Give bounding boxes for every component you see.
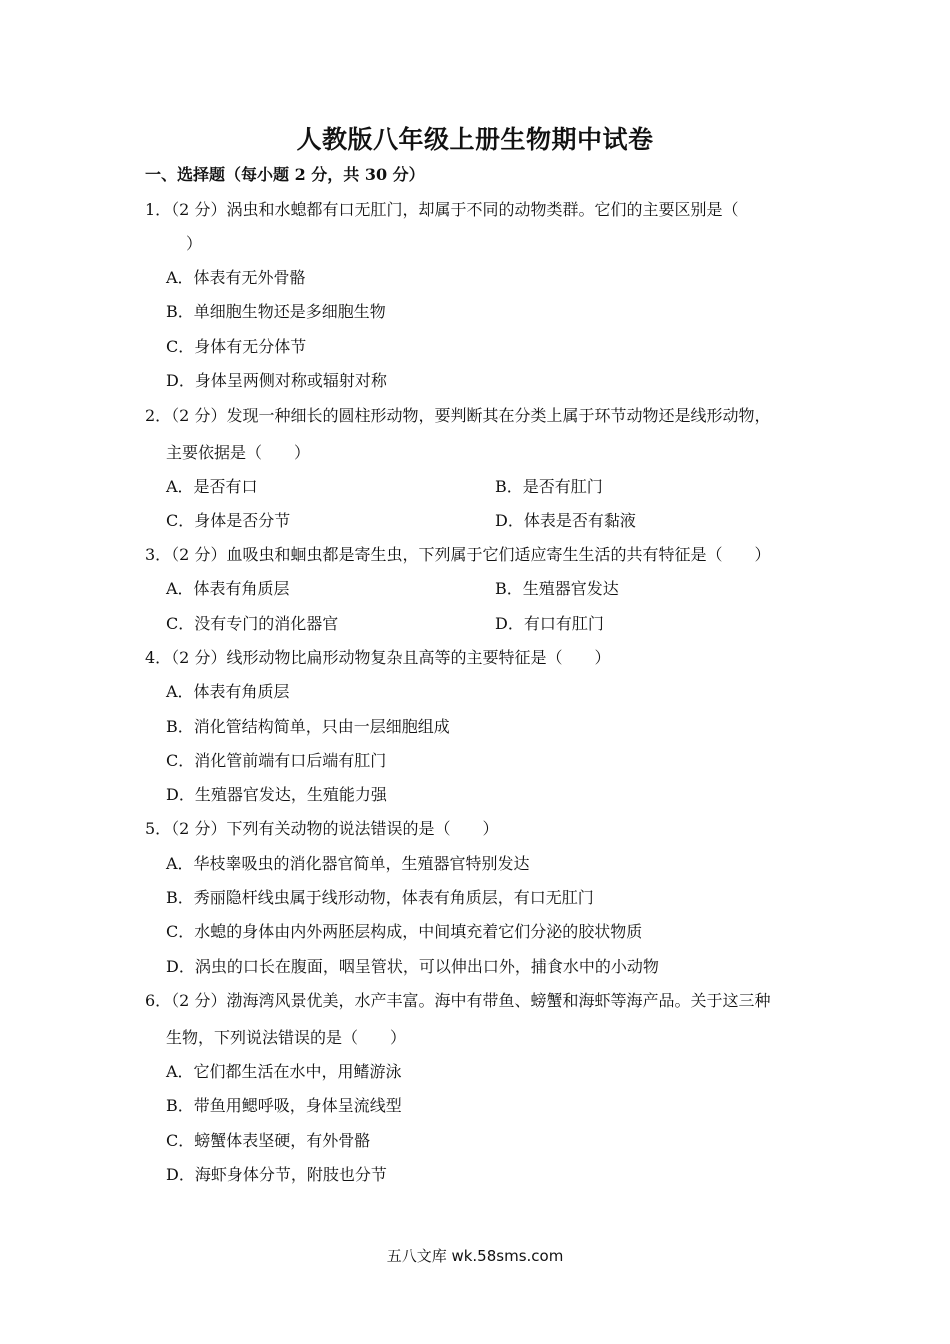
question-4-stem: 4．（2 分）线形动物比扁形动物复杂且高等的主要特征是（ ） xyxy=(145,648,611,667)
question-1-option-c: C．身体有无分体节 xyxy=(166,337,307,356)
question-1-option-a: A．体表有无外骨骼 xyxy=(166,268,306,287)
question-2-option-d: D．体表是否有黏液 xyxy=(495,511,636,530)
question-4-option-c: C．消化管前端有口后端有肛门 xyxy=(166,751,387,770)
question-6-option-a: A．它们都生活在水中，用鳍游泳 xyxy=(166,1062,402,1081)
question-4-option-d: D．生殖器官发达，生殖能力强 xyxy=(166,785,387,804)
question-6-option-d: D．海虾身体分节，附肢也分节 xyxy=(166,1165,387,1184)
question-5-option-a: A．华枝睾吸虫的消化器官简单，生殖器官特别发达 xyxy=(166,854,530,873)
question-1-stem: 1．（2 分）涡虫和水螅都有口无肛门，却属于不同的动物类群。它们的主要区别是（ xyxy=(145,200,739,219)
question-1-stem-cont: ） xyxy=(186,234,203,253)
question-1-option-b: B．单细胞生物还是多细胞生物 xyxy=(166,302,386,321)
question-6-option-b: B．带鱼用鳃呼吸，身体呈流线型 xyxy=(166,1096,402,1115)
question-3-stem: 3．（2 分）血吸虫和蛔虫都是寄生虫，下列属于它们适应寄生生活的共有特征是（ ） xyxy=(145,545,771,564)
section-heading: 一、选择题（每小题 2 分，共 30 分） xyxy=(145,165,425,184)
footer-watermark: 五八文库 wk.58sms.com xyxy=(386,1247,564,1265)
question-2-stem-cont: 主要依据是（ ） xyxy=(166,443,311,462)
question-5-option-d: D．涡虫的口长在腹面，咽呈管状，可以伸出口外，捕食水中的小动物 xyxy=(166,957,659,976)
question-3-option-c: C．没有专门的消化器官 xyxy=(166,614,339,633)
question-3-option-b: B．生殖器官发达 xyxy=(495,579,619,598)
question-6-stem: 6．（2 分）渤海湾风景优美，水产丰富。海中有带鱼、螃蟹和海虾等海产品。关于这三种 xyxy=(145,991,771,1010)
question-5-stem: 5．（2 分）下列有关动物的说法错误的是（ ） xyxy=(145,819,499,838)
question-2-option-c: C．身体是否分节 xyxy=(166,511,291,530)
question-1-option-d: D．身体呈两侧对称或辐射对称 xyxy=(166,371,387,390)
question-4-option-a: A．体表有角质层 xyxy=(166,682,290,701)
question-2-option-b: B．是否有肛门 xyxy=(495,477,603,496)
question-5-option-b: B．秀丽隐杆线虫属于线形动物，体表有角质层，有口无肛门 xyxy=(166,888,594,907)
question-2-stem: 2．（2 分）发现一种细长的圆柱形动物，要判断其在分类上属于环节动物还是线形动物， xyxy=(145,406,771,425)
question-3-option-d: D．有口有肛门 xyxy=(495,614,604,633)
page-title: 人教版八年级上册生物期中试卷 xyxy=(296,125,654,154)
question-4-option-b: B．消化管结构简单，只由一层细胞组成 xyxy=(166,717,450,736)
question-5-option-c: C．水螅的身体由内外两胚层构成，中间填充着它们分泌的胶状物质 xyxy=(166,922,643,941)
question-3-option-a: A．体表有角质层 xyxy=(166,579,290,598)
question-6-stem-cont: 生物，下列说法错误的是（ ） xyxy=(166,1028,407,1047)
question-2-option-a: A．是否有口 xyxy=(166,477,258,496)
question-6-option-c: C．螃蟹体表坚硬，有外骨骼 xyxy=(166,1131,371,1150)
